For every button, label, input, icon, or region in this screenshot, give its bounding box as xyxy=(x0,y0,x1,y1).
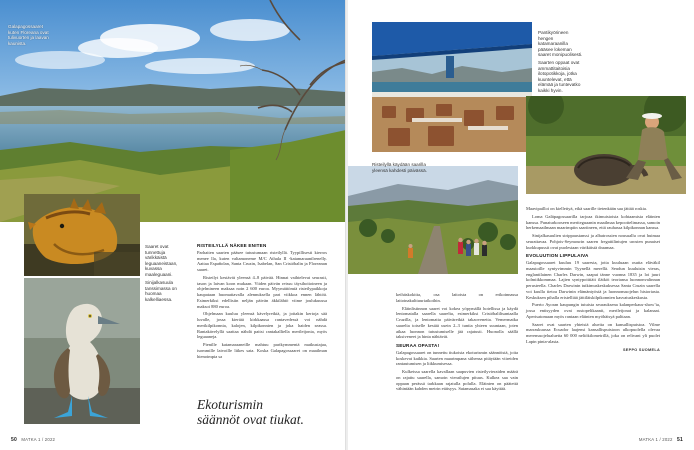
paragraph: Ohjelmaan kuuluu yleensä kävelyretkiä, ja joitakin kertoja sää luvalle, jossa kiertää kirkkaassa rantavedessä voi nähdä merikilpikonnia, kalojen, kilpikonnien ja joka haiden seassa. Rantakävelyllä saattaa nähdä paitsi rantakalliella merileijonia, myös leguaaneja. xyxy=(197,311,327,340)
author-signature: SEPPO SUOMELA xyxy=(622,347,660,352)
folio-text: MATKA 1 / 2022 xyxy=(638,437,673,442)
caption-iguana: Saaret ovat tunnettuja värikkäistä leguaaneistaan, kuvassa maaleguaani. xyxy=(145,244,178,277)
left-body-column xyxy=(197,240,327,361)
paragraph: Galapagossaaret on tunnettu tiukoista ekoturismin säännöistä, joita koskevat kaikkia. Saarten maarimpana siihensa pitäytään viireiden rantautumisen ja liikkumisessa. xyxy=(396,349,518,367)
section-heading: RISTEILYLLÄ NÄKEE ENITEN xyxy=(197,243,267,248)
road-landscape-photo xyxy=(348,166,518,274)
caption-boat-1: Pantikyörineen hengen katamaraanilla pääsee lokeman saaret monipuolisesti. xyxy=(538,30,583,58)
paragraph: Sinijalkasuulien strippaustanssi ja albatrossien nousuallu ovat huimaa seurattavaa. Pohjois-Seymourin saaren fregattilintujen urosten punaiset kurkkupussit ovat puolestaan värikäistä draamaa. xyxy=(526,233,660,250)
paragraph: Saaret ovat saarten yhteisiä alueita on kansallispuistoa. Vilme marraskuussa Ecuador laajensi kansallispuistoon ulkopuolella olevaa merensuojelualuetta 60 000 neliökilometrillä, joka on relivant yli puolet Lapin pinta-alasta. xyxy=(526,321,660,344)
caption-boat-2: Saarten oppaat ovat ammattitaitoisia ilotopotikkoja, jotka kuuntelevat, että elämää ja tuntevatko kaikki hyvin. xyxy=(538,60,581,93)
paragraph: keihäskokitta, osa laitoista on erikoinnassa laitoinakulttuuriaikoihin. xyxy=(396,292,518,303)
guide-tortoise-photo xyxy=(526,96,686,194)
page-number: 50 xyxy=(11,437,17,443)
pull-quote-line: Ekoturismin xyxy=(197,397,263,412)
paragraph: Loma Galápagossaarilla tarjoaa ikimuistoisia kohtaamisia eläinten kanssa. Punaturkooseen meriteguaanin maailmaa kepoottelimassa, samoin herkemaailmaan maarimpiin saariineen, että rauhassa kilpikonnan kanssa. xyxy=(526,213,660,231)
iguana-photo xyxy=(24,194,140,276)
page-number: 51 xyxy=(677,437,683,443)
caption-bird: Sinijalkasuula tanssimassa on huomaa kalkelliaessa. xyxy=(145,280,177,302)
paragraph: Parhaiten saarten pääsee tutustumaan risteilyllä. Tyypillisesti kierros menee lla, kuten valtamoneme M/C Athala II -katamaraanilrenelly. Aattaa Españolan, Santa Cruzin, Isabelan, San Cristóbalin ja Floreanan saaret. xyxy=(197,249,327,272)
section-heading: SEURAA OPASTA! xyxy=(396,343,440,348)
left-page xyxy=(0,0,346,450)
boat-deck-photo xyxy=(372,22,532,152)
paragraph: Kulkeissa saarella kavallaan saapuvien risteilyvieraiden määrä on rajattu saarella, samoin vierailujen pituus. Kulkea saa vain oppaan perässä tarkkaan rajatulla polulla. Eläinten on päätettä vähintään kahden metrin etäisyys. Saiamasaka ei saa käyttää. xyxy=(396,369,518,392)
folio-text: MATKA 1 / 2022 xyxy=(21,437,56,442)
pull-quote-line: säännöt ovat tiukat. xyxy=(197,411,304,427)
paragraph: Maavipailloi on kiellettyä, eikä saarille tietenkään saa jättää roskia. xyxy=(526,206,647,211)
paragraph: Puerto Ayoran kaupungin tutuista seurauksena kalanperkaus-show’ta, jossa entisyyden ovat rustopelikaanit, merileijonat ja kalanaat. Aperisatomaan myös rantaan eläinten myöhäisyä palttaan. xyxy=(526,302,660,319)
paragraph: Risteilyt kestävät yleensä 4–8 päivää. Hinnat vaihtelevat seurasti, tason ja laivan koon mukaan. Viiden päivän reissu täysihoitoineen ja ohjelmineen maksaa noin 2 600 euroa. Myymättömiä risteilypaikkoja kaupataan huomattavalla alennuksella pari viikkoa ennen lähtöä. Esimerkiksi edellisiin neljän päivän äkkilähtö viime joulukuussa maksoi 880 euroa. xyxy=(197,274,327,309)
paragraph: Galapagossaaret kuuluu 19 saaresta, jotta kuuluaan osutta eläväkil maastoille syntyvimmin Tyynellä merellä. Seudun kuuluisin vieras, englantilainen Charles Darwin, saapui tänne vuonna 1835 ja loi juuri kolmiikkommaa. Lajien syntypoittiäit ilätköi teoriansa luonnonvalinnan perusteella. Charles Darwinin tutkimuskeskuksessa Santa Cruzin saarella voi kuulla tietoa Darwinin elämäntyöstä ja luonnonsuojelun historiasta. Keskuksen pihalla eristelliää jättiläiskilpikonnien kasvatuskeskusta. xyxy=(526,260,660,300)
right-body-column-2 xyxy=(526,206,660,355)
right-body-column-1 xyxy=(396,292,518,394)
booby-photo xyxy=(24,278,140,424)
caption-road: Risteilyllä käydään saarilla yleensä kahdesti päivässä. xyxy=(372,162,427,173)
caption-top: Galapagossaaret kuten Floreana ovat tulivuorten ja laavan kaunista. xyxy=(8,24,49,46)
folio-right xyxy=(639,437,686,443)
right-page xyxy=(348,0,694,450)
pull-quote xyxy=(197,398,337,427)
paragraph: Eläinlistinnon saaret voi kokea yöpymällä hotellissa ja käydä lentomatalla saarella saarelta, esimerkiksi Cristóbaliltsantaalla Cruzilla, ja lentomatta päiväretkiä takaovenetta. Vemermatka saarelta toiselle kestää usein 2–3 tuntia yhteen suuntaan, joten aikaa luonnon tutustumiselle jää rajatusti. Huonolla säällä taksiveneet ja hinta nähtävät. xyxy=(396,305,518,340)
folio-left xyxy=(8,437,55,443)
paragraph: Pienille katamaraaneille mahtuu parikymmentä matkustajaa, isommille laivoille liikes sata. Koska Galapagossaaret on maailman hienoimpia sa xyxy=(197,342,327,359)
section-heading: EVOLUUTION LIPPULAIVA xyxy=(526,253,589,259)
